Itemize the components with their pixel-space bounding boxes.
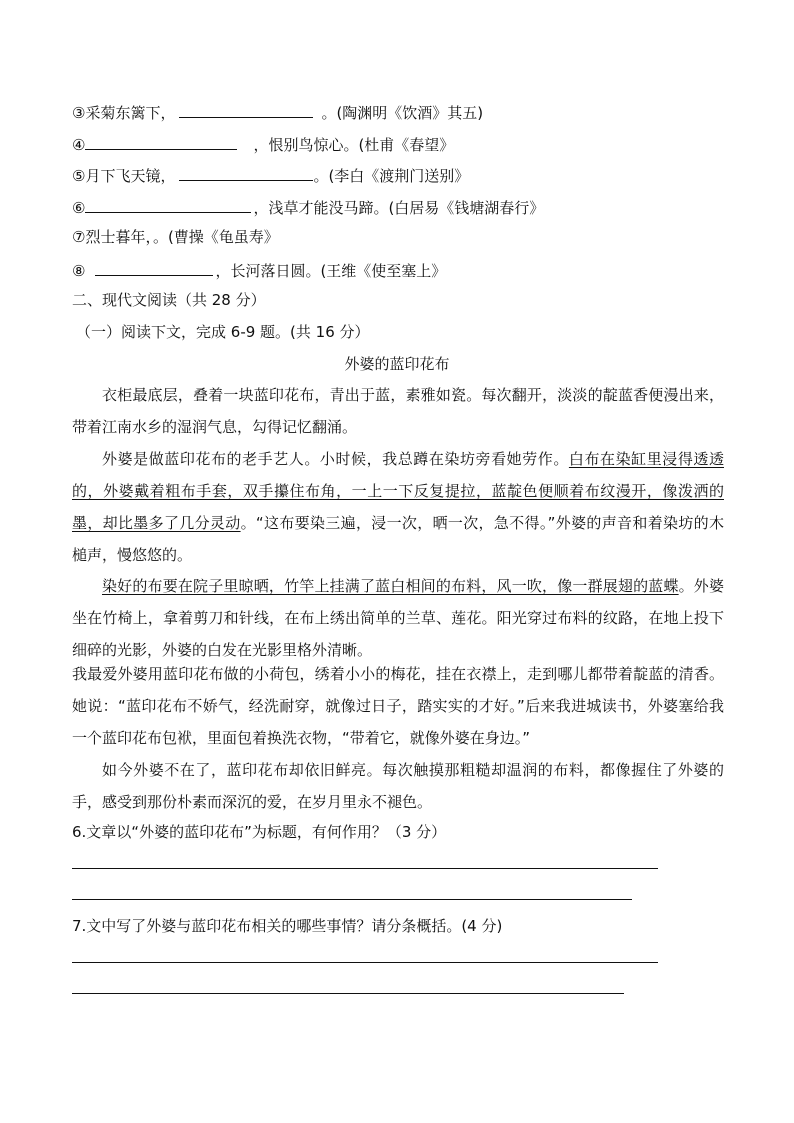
poem-line-6 [72,196,544,218]
poem-4-blank[interactable] [85,133,237,150]
article-paragraph-4: 我最爱外婆用蓝印花布做的小荷包，绣着小小的梅花，挂在衣襟上，走到哪儿都带着靛蓝的清香。她说：“蓝印花布不娇气，经洗耐穿，就像过日子，踏实实的才好。”后来我进城读书，外婆塞给我一个蓝印花布包袱，里面包着换洗衣物，“带着它，就像外婆在身边。” [72,665,724,747]
question-6-answer-line-1[interactable] [72,868,658,869]
poem-5-blank[interactable] [179,164,313,181]
poem-8-prefix: ⑧ [72,262,86,280]
sub-heading: （一）阅读下文，完成 6-9 题。(共 16 分） [76,323,370,341]
poem-7-prefix: ⑦烈士暮年， [72,228,153,246]
poem-8-blank[interactable] [95,259,213,276]
paragraph-3-rest: 。外婆坐在竹椅上，拿着剪刀和针线，在布上绣出简单的兰草、莲花。阳光穿过布料的纹路，在地上投下细碎的光影，外婆的白发在光影里格外清晰。 [72,577,724,659]
poem-8-suffix: ，长河落日圆。(王维《使至塞上》 [215,262,447,280]
article-paragraph-5: 如今外婆不在了，蓝印花布却依旧鲜亮。每次触摸那粗糙却温润的布料，都像握住了外婆的手，感受到那份朴素而深沉的爱，在岁月里永不褪色。 [72,761,724,811]
paragraph-3-underlined-sentence: 染好的布要在院子里晾晒，竹竿上挂满了蓝白相间的布料，风一吹，像一群展翅的蓝蝶 [102,577,679,595]
article-paragraph-3 [72,570,724,666]
poem-line-3 [72,101,483,123]
poem-line-7 [72,227,279,247]
question-7-answer-line-1[interactable] [72,962,658,963]
poem-5-suffix: 。(李白《渡荆门送别》 [313,167,470,185]
paragraph-2-underlined-sentence: 白布在染缸里浸得透透的，外婆戴着粗布手套，双手攥住布角，一上一下反复提拉，蓝靛色便顺着布纹漫开，像泼洒的墨，却比墨多了几分灵动 [72,450,724,532]
paragraph-2-intro: 外婆是做蓝印花布的老手艺人。小时候，我总蹲在染坊旁看她劳作。 [102,450,569,468]
poem-4-suffix: ，恨别鸟惊心。(杜甫《春望》 [253,136,455,154]
question-7: 7.文中写了外婆与蓝印花布相关的哪些事情？请分条概括。(4 分) [72,917,503,935]
paragraph-2-rest: 。“这布要染三遍，浸一次，晒一次，急不得。”外婆的声音和着染坊的木槌声，慢悠悠的。 [72,514,724,564]
question-6-answer-line-2[interactable] [72,899,632,900]
poem-4-prefix: ④ [72,136,86,154]
poem-3-prefix: ③采菊东篱下， [72,104,176,122]
poem-line-4 [72,133,454,155]
poem-3-blank[interactable] [179,101,313,118]
article-title: 外婆的蓝印花布 [344,355,450,373]
poem-line-8 [72,259,446,281]
question-7-answer-line-2[interactable] [72,993,624,994]
article-paragraph-1: 衣柜最底层，叠着一块蓝印花布，青出于蓝，素雅如瓷。每次翻开，淡淡的靛蓝香便漫出来，带着江南水乡的湿润气息，勾得记忆翻涌。 [72,386,724,436]
section-heading: 二、现代文阅读（共 28 分） [72,291,266,309]
poem-6-blank[interactable] [85,196,251,213]
article-paragraph-2 [72,443,724,571]
poem-line-5 [72,164,469,186]
poem-7-suffix: 。(曹操《龟虽寿》 [152,228,279,246]
poem-6-suffix: ，浅草才能没马蹄。(白居易《钱塘湖春行》 [253,199,545,217]
poem-5-prefix: ⑤月下飞天镜， [72,167,176,185]
poem-3-suffix: 。(陶渊明《饮酒》其五) [321,104,484,122]
poem-6-prefix: ⑥ [72,199,86,217]
question-6: 6.文章以“外婆的蓝印花布”为标题，有何作用？（3 分） [72,823,447,841]
